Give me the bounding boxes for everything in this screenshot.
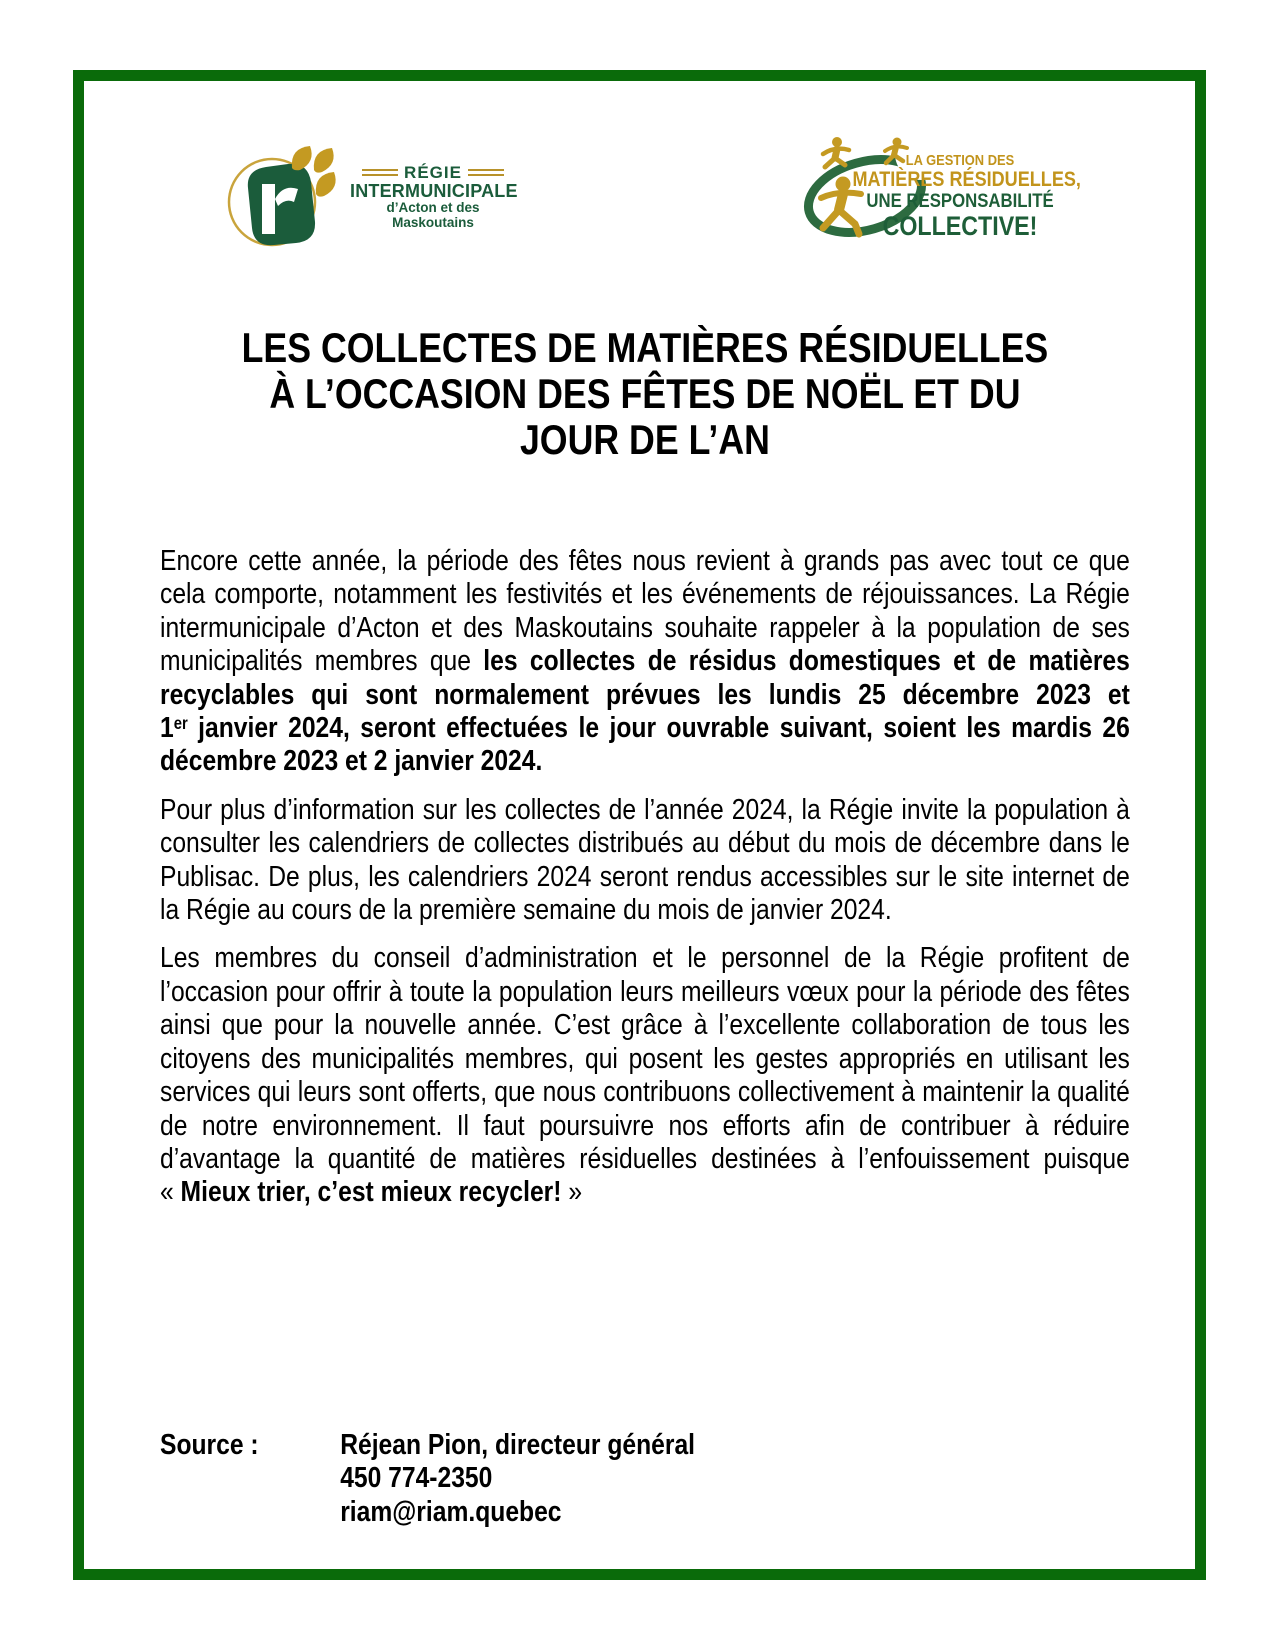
source-phone: 450 774-2350 <box>340 1462 493 1495</box>
slogan-line-3: UNE RESPONSABILITÉ <box>866 190 1054 212</box>
paragraph: Les membres du conseil d’administration et le personnel de la Régie profitent de l’occasion pour offrir à toute la population leurs meilleurs vœux pour la période des fêtes ainsi que pour la nouvelle année. C’est grâce à l’excellente collaboration de tous les citoyens des municipalités membres, qui posent les gestes appropriés en utilisant les services qui leurs sont offerts, que nous contribuons collectivement à maintenir la qualité de notre environnement. Il faut poursuivre nos efforts afin de contribuer à réduire d’avantage la quantité de matières résiduelles destinées à l’enfouissement puisque « Mieux trier, c’est mieux recycler! » <box>160 942 1130 1209</box>
title-line-1: LES COLLECTES DE MATIÈRES RÉSIDUELLES <box>241 324 1049 371</box>
source-label: Source : <box>160 1429 259 1461</box>
title-line-2: À L’OCCASION DES FÊTES DE NOËL ET DU <box>269 370 1021 417</box>
document-title <box>160 325 1130 463</box>
source-block <box>160 1429 1130 1529</box>
slogan-logo-text <box>852 152 1081 241</box>
paragraph: Pour plus d’information sur les collectes de l’année 2024, la Régie invite la population à consulter les calendriers de collectes distribués au début du mois de décembre dans le Publisac. De plus, les calendriers 2024 seront rendus accessibles sur le site internet de la Régie au cours de la première semaine du mois de janvier 2024. <box>160 793 1130 927</box>
paragraph: Encore cette année, la période des fêtes nous revient à grands pas avec tout ce que cela comporte, notamment les festivités et les événements de réjouissances. La Régie intermunicipale d’Acton et des Maskoutains souhaite rappeler à la population de ses municipalités membres que les collectes de résidus domestiques et de matières recyclables qui sont normalement prévues les lundis 25 décembre 2023 et 1er janvier 2024, seront effectuées le jour ouvrable suivant, soient les mardis 26 décembre 2023 et 2 janvier 2024. <box>160 545 1130 778</box>
gold-rule-right-icon <box>468 169 504 176</box>
slogan-logo <box>793 128 1093 258</box>
riam-logo-intermunicipale: INTERMUNICIPALE <box>350 180 518 201</box>
body-paragraphs <box>160 545 1129 1225</box>
gold-rule-left-icon <box>362 169 398 176</box>
source-email: riam@riam.quebec <box>340 1495 562 1528</box>
slogan-line-1: LA GESTION DES <box>905 152 1015 169</box>
source-contact-name: Réjean Pion, directeur général <box>340 1429 696 1461</box>
riam-logo-mark-icon <box>226 144 344 250</box>
riam-logo-acton-maskoutains: d’Acton et des Maskoutains <box>386 200 480 230</box>
riam-logo-regie: RÉGIE <box>404 162 462 182</box>
slogan-line-2: MATIÈRES RÉSIDUELLES, <box>852 168 1081 191</box>
title-line-3: JOUR DE L’AN <box>519 416 770 463</box>
riam-logo-wordmark <box>350 164 516 231</box>
riam-logo <box>226 144 516 250</box>
slogan-line-4: COLLECTIVE! <box>882 211 1038 241</box>
source-contact <box>340 1429 695 1529</box>
